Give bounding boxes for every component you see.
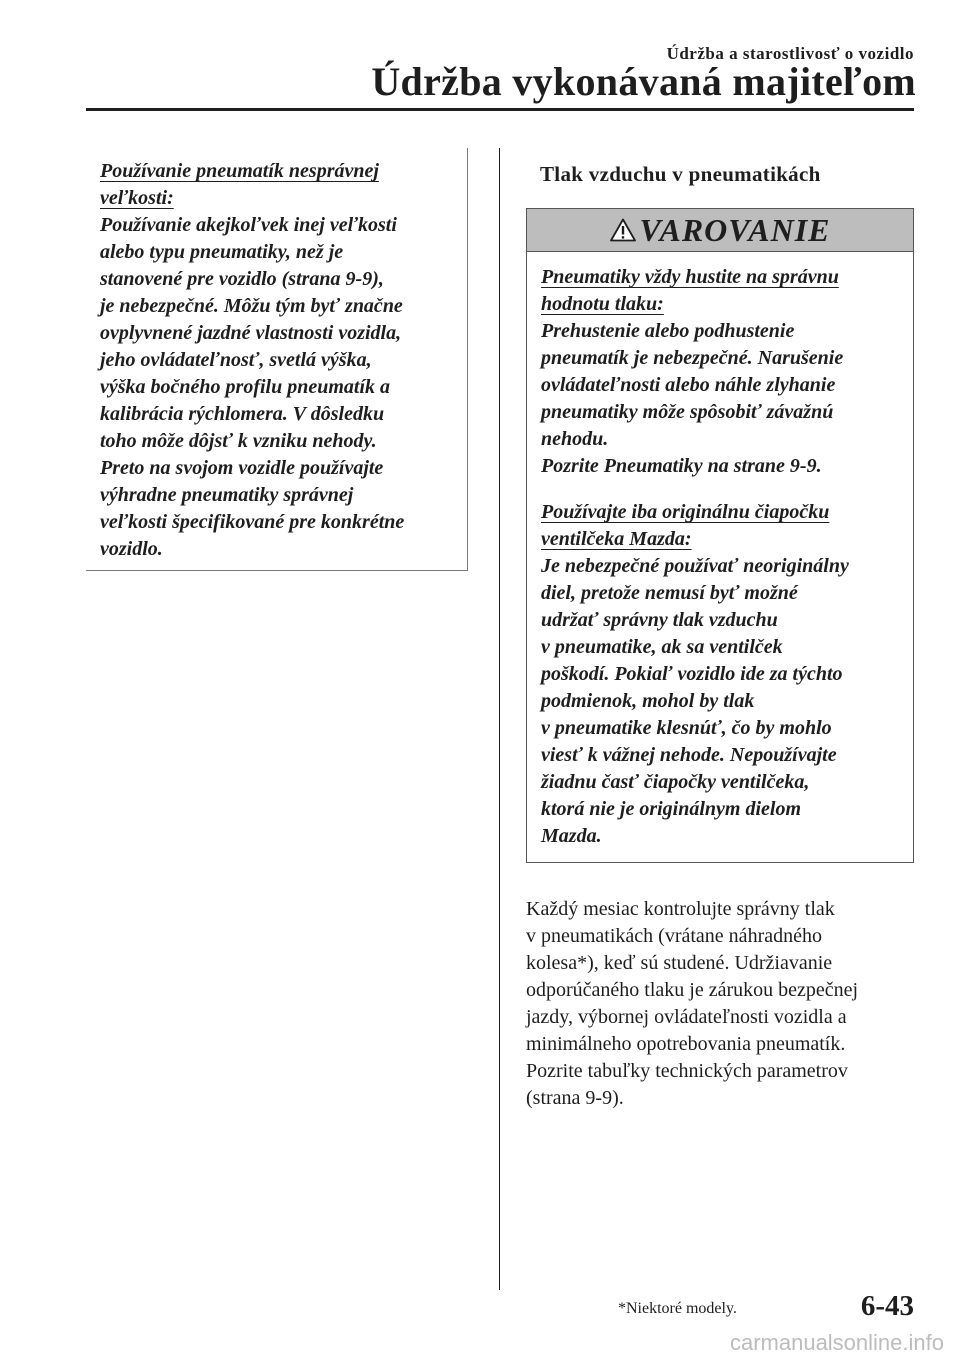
body-text-line: Každý mesiac kontrolujte správny tlak <box>526 898 835 920</box>
page-title: Údržba vykonávaná majiteľom <box>371 59 916 104</box>
warning-text-line: v pneumatike, ak sa ventilček <box>541 636 783 658</box>
watermark: carmanualsonline.info <box>729 1330 944 1355</box>
warning-text-line: Je nebezpečné používať neoriginálny <box>541 555 849 577</box>
warning-text-line: pneumatiky môže spôsobiť závažnú <box>541 401 834 423</box>
body-text-line: Pozrite tabuľky technických parametrov <box>526 1060 848 1082</box>
warning-heading-line: ventilčeka Mazda: <box>541 528 692 550</box>
warning-text-line: diel, pretože nemusí byť možné <box>541 582 798 604</box>
warning-heading-line: hodnotu tlaku: <box>541 293 664 315</box>
section-heading: Tlak vzduchu v pneumatikách <box>540 162 821 186</box>
warning-text-line: podmienok, mohol by tlak <box>541 690 755 712</box>
warning-text-line: ktorá nie je originálnym dielom <box>541 798 802 820</box>
caution-text-line: stanovené pre vozidlo (strana 9-9), <box>100 268 384 290</box>
warning-text-line: Mazda. <box>541 825 602 847</box>
body-text-line: minimálneho opotrebovania pneumatík. <box>526 1033 846 1055</box>
warning-text-line: pneumatík je nebezpečné. Narušenie <box>541 347 844 369</box>
caution-text-line: ovplyvnené jazdné vlastnosti vozidla, <box>100 322 402 344</box>
warning-text-line: Pozrite Pneumatiky na strane 9-9. <box>541 455 822 477</box>
caution-text-line: Preto na svojom vozidle používajte <box>100 457 384 479</box>
warning-box <box>526 208 914 863</box>
warning-text-line: nehodu. <box>541 428 609 450</box>
body-text-line: kolesa*), keď sú studené. Udržiavanie <box>526 952 833 974</box>
caution-text-line: veľkosti špecifikované pre konkrétne <box>100 511 405 533</box>
header-rule <box>86 108 914 111</box>
warning-text-line: v pneumatike klesnúť, čo by mohlo <box>541 717 832 739</box>
warning-text-line: viesť k vážnej nehode. Nepoužívajte <box>541 744 837 766</box>
caution-text-line: výška bočného profilu pneumatík a <box>100 376 391 398</box>
warning-text-line: udržať správny tlak vzduchu <box>541 609 778 631</box>
warning-label: VAROVANIE <box>639 211 831 248</box>
header-section-label: Údržba a starostlivosť o vozidlo <box>666 44 914 63</box>
caution-text-line: výhradne pneumatiky správnej <box>100 484 354 506</box>
caution-text-line: jeho ovládateľnosť, svetlá výška, <box>100 349 372 371</box>
footnote: *Niektoré modely. <box>618 1300 737 1317</box>
caution-text-line: je nebezpečné. Môžu tým byť značne <box>100 295 403 317</box>
warning-text-line: žiadnu časť čiapočky ventilčeka, <box>541 771 810 793</box>
warning-text-line: poškodí. Pokiaľ vozidlo ide za týchto <box>541 663 843 685</box>
caution-text-line: alebo typu pneumatiky, než je <box>100 241 344 263</box>
left-caution-box <box>86 148 468 571</box>
warning-text-line: Prehustenie alebo podhustenie <box>541 320 795 342</box>
caution-heading-line: Používanie pneumatík nesprávnej <box>100 160 379 182</box>
caution-heading-line: veľkosti: <box>100 187 174 209</box>
body-text-line: jazdy, výbornej ovládateľnosti vozidla a <box>526 1006 847 1028</box>
warning-text-line: ovládateľnosti alebo náhle zlyhanie <box>541 374 836 396</box>
caution-text-line: kalibrácia rýchlomera. V dôsledku <box>100 403 385 425</box>
body-text-line: v pneumatikách (vrátane náhradného <box>526 925 822 947</box>
warning-heading-line: Pneumatiky vždy hustite na správnu <box>541 266 839 288</box>
body-paragraph <box>526 896 906 1112</box>
body-text-line: odporúčaného tlaku je zárukou bezpečnej <box>526 979 859 1001</box>
warning-header <box>527 209 913 252</box>
column-divider <box>499 148 500 1290</box>
page-number: 6-43 <box>860 1290 914 1322</box>
warning-triangle-icon <box>610 218 636 242</box>
caution-text-line: vozidlo. <box>100 538 163 560</box>
caution-text-line: toho môže dôjsť k vzniku nehody. <box>100 430 377 452</box>
caution-text-line: Používanie akejkoľvek inej veľkosti <box>100 214 397 236</box>
body-text-line: (strana 9-9). <box>526 1087 624 1109</box>
warning-heading-line: Používajte iba originálnu čiapočku <box>541 501 830 523</box>
